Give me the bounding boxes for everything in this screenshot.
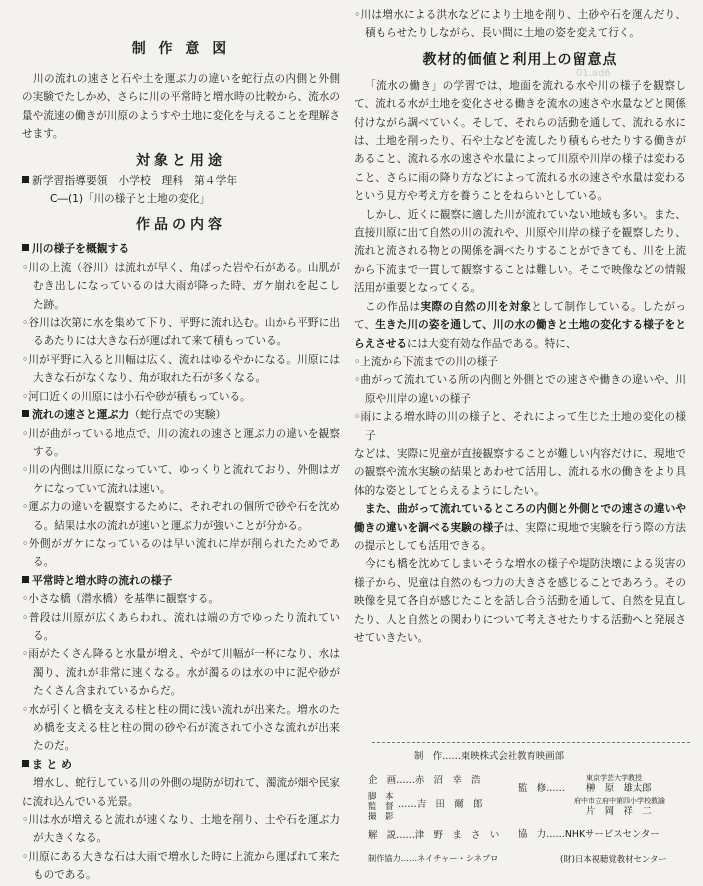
- section-2-title: 流れの速さと運ぶ力（蛇行点での実験）: [22, 406, 340, 424]
- list-item: ◦河口近くの川原には小石や砂が積もっている。: [22, 390, 251, 403]
- credits-divider: [372, 742, 690, 743]
- square-bullet-icon: [22, 176, 29, 183]
- right-column: [354, 0, 686, 647]
- paragraph-1: 「流水の働き」の学習では、地面を流れる水や川の様子を観察して、流れる水が土地を変化させる働きを流水の速さや水量などと関係付けながら調べていく。そして、それらの活動を通して、流れる水には、土地を削ったり、石や土などを流したり積もらせたりする働きがあること、流れる水の速さや水量によって川原や川岸の様子は変わること、さらに雨の降り方などによって流れる水の速さや水量は変わるという見方や考え方を養うことをねらいとしている。: [354, 79, 686, 203]
- section-1-title: 川の様子を概観する: [22, 240, 340, 258]
- faint-mark: 01.ad6: [576, 68, 611, 79]
- list-item: ◦雨による増水時の川の様子と、それによって生じた土地の変化の様子: [354, 411, 686, 442]
- list-item: ◦川が平野に入ると川幅は広く、流れはゆるやかになる。川原には大きな石がなくなり、角が取れた石が多くなる。: [22, 353, 340, 385]
- list-item: ◦水が引くと橋を支える柱と柱の間に浅い流れが出来た。増水のため橋を支える柱と柱の間の砂や石が流されて小さな流れが出来たのだ。: [22, 703, 340, 753]
- supervisor-name-1: 榊 原 雄太郎: [586, 783, 652, 794]
- content-heading: 作品の内容: [136, 217, 226, 234]
- square-bullet-icon: [22, 244, 29, 251]
- purpose-heading: 制 作 意 図: [131, 41, 231, 57]
- target-line-2: C―(1)「川の様子と土地の変化」: [50, 193, 211, 206]
- purpose-text: 川の流れの速さと石や土を運ぶ力の違いを蛇行点の内側と外側の実験でたしかめ、さらに川の平常時と増水時の比較から、流水の量や流速の働きが川原のようすや土地に変化を与えることを理解させます。: [22, 73, 340, 141]
- credit-planning: 企 画……赤 沼 幸 浩: [368, 775, 481, 786]
- list-item: ◦川原にある大きな石は大雨で増水した時に上流から運ばれて来たものである。: [22, 850, 340, 882]
- list-item: ◦外側がガケになっているのは早い流れに岸が削られたためである。: [22, 537, 341, 569]
- list-item: ◦川の内側は川原になっていて、ゆっくりと流れており、外側はガケになっていて流れは速い。: [22, 464, 340, 495]
- paragraph-6: 今にも橋を沈めてしまいそうな増水の様子や堤防決壊による災害の様子から、児童は自然のもつ力の大きさを感じることであろう。その映像を見て各自が感じたことを話し合う活動を通して、自然を見直したり、人と自然との関わりについて考えさせたりする活動へと発展させていきたい。: [354, 558, 686, 644]
- credit-supervision: 監 修……: [518, 783, 565, 794]
- list-item: ◦上流から下流までの川の様子: [354, 355, 498, 368]
- section-3-title: 平常時と増水時の流れの様子: [22, 572, 340, 590]
- credit-director: ……吉 田 爾 郎: [398, 799, 483, 810]
- summary-text: 増水し、蛇行している川の外側の堤防が切れて、濁流が畑や民家に流れ込んでいる光景。: [22, 777, 341, 808]
- credit-narration: 解 説……津 野 ま さ い: [368, 830, 500, 841]
- target-line-1: 新学習指導要領 小学校 理科 第４学年: [22, 172, 340, 190]
- credit-roles: 脚 本 監 督 撮 影: [368, 792, 394, 822]
- supervisor-name-2: 片 岡 祥 二: [586, 806, 652, 817]
- list-item: ◦小さな橋（潜水橋）を基準に観察する。: [22, 593, 219, 606]
- target-heading: 対象と用途: [136, 152, 226, 169]
- list-item: ◦谷川は次第に水を集めて下り、平野に流れ込む。山から平野に出るあたりには大きな石が運ばれて来て積もっている。: [22, 317, 340, 348]
- square-bullet-icon: [22, 760, 29, 767]
- square-bullet-icon: [22, 410, 29, 417]
- credit-production: 制 作……東映株式会社教育映画部: [414, 751, 565, 762]
- credit-cooperation-2: 協 力……NHKサービスセンター: [518, 829, 660, 840]
- paragraph-5: また、曲がって流れているところの内側と外側とでの速さの違いや働きの違いを調べる実験の様子は、実際に現地で実験を行う際の方法の提示としても活用できる。: [354, 503, 687, 552]
- list-item: ◦川は増水による洪水などにより土地を削り、土砂や石を運んだり、積もらせたりしながら、長い間に土地の姿を変えて行く。: [354, 9, 686, 40]
- paragraph-4: などは、実際に児童が直接観察することが難しい内容だけに、現地での観察や流水実験の結果とあわせて活用し、流れる水の働きをより具体的な姿としてとらえるようにしたい。: [354, 447, 686, 497]
- credit-foundation: (財)日本視聴覚教材センター: [560, 854, 667, 864]
- left-column: [22, 0, 340, 885]
- credit-cooperation: 制作協力……ネイチャー・シネプロ: [368, 853, 499, 863]
- list-item: ◦曲がって流れている所の内側と外側とでの速さや働きの違いや、川原や川岸の違いの様子: [354, 374, 686, 405]
- value-heading: 教材的価値と利用上の留意点: [422, 51, 618, 68]
- section-4-title: ま と め: [22, 756, 340, 774]
- supervisor-affiliation-2: 府中市立府中第四小学校教諭: [574, 797, 665, 805]
- paragraph-3: この作品は実際の自然の川を対象として制作している。したがって、生きた川の姿を通して、川の水の働きと土地の変化する様子をとらえさせるには大変有効な作品である。特に、: [354, 300, 687, 350]
- paragraph-2: しかし、近くに観察に適した川が流れていない地域も多い。また、直接川原に出て自然の川の流れや、川原や川岸の様子を観察したり、流れと流される物との関係を調べたりすることができても、川を上流から下流まで一貫して観察することは難しい。そこで映像などの情報活用が重要となってくる。: [354, 208, 686, 295]
- list-item: ◦雨がたくさん降ると水量が増え、やがて川幅が一杯になり、水は濁り、流れが非常に速くなる。水が濁るのは水の中に泥や砂がたくさん含まれているからだ。: [22, 648, 340, 698]
- list-item: ◦川は水が増えると流れが速くなり、土地を削り、土や石を運ぶ力が大きくなる。: [22, 814, 340, 845]
- list-item: ◦川の上流（谷川）は流れが早く、角ばった岩や石がある。山肌がむき出しになっているのは大雨が降った時、ガケ崩れを起こした跡。: [22, 261, 340, 311]
- list-item: ◦普段は川原が広くあらわれ、流れは端の方でゆったり流れている。: [22, 611, 341, 642]
- list-item: ◦川が曲がっている地点で、川の流れの速さと運ぶ力の違いを観察する。: [22, 427, 340, 458]
- list-item: ◦運ぶ力の違いを観察するために、それぞれの個所で砂や石を沈める。結果は水の流れが速いと運ぶ力が強いことが分かる。: [22, 501, 340, 532]
- square-bullet-icon: [22, 576, 29, 583]
- supervisor-affiliation-1: 東京学芸大学教授: [586, 774, 642, 782]
